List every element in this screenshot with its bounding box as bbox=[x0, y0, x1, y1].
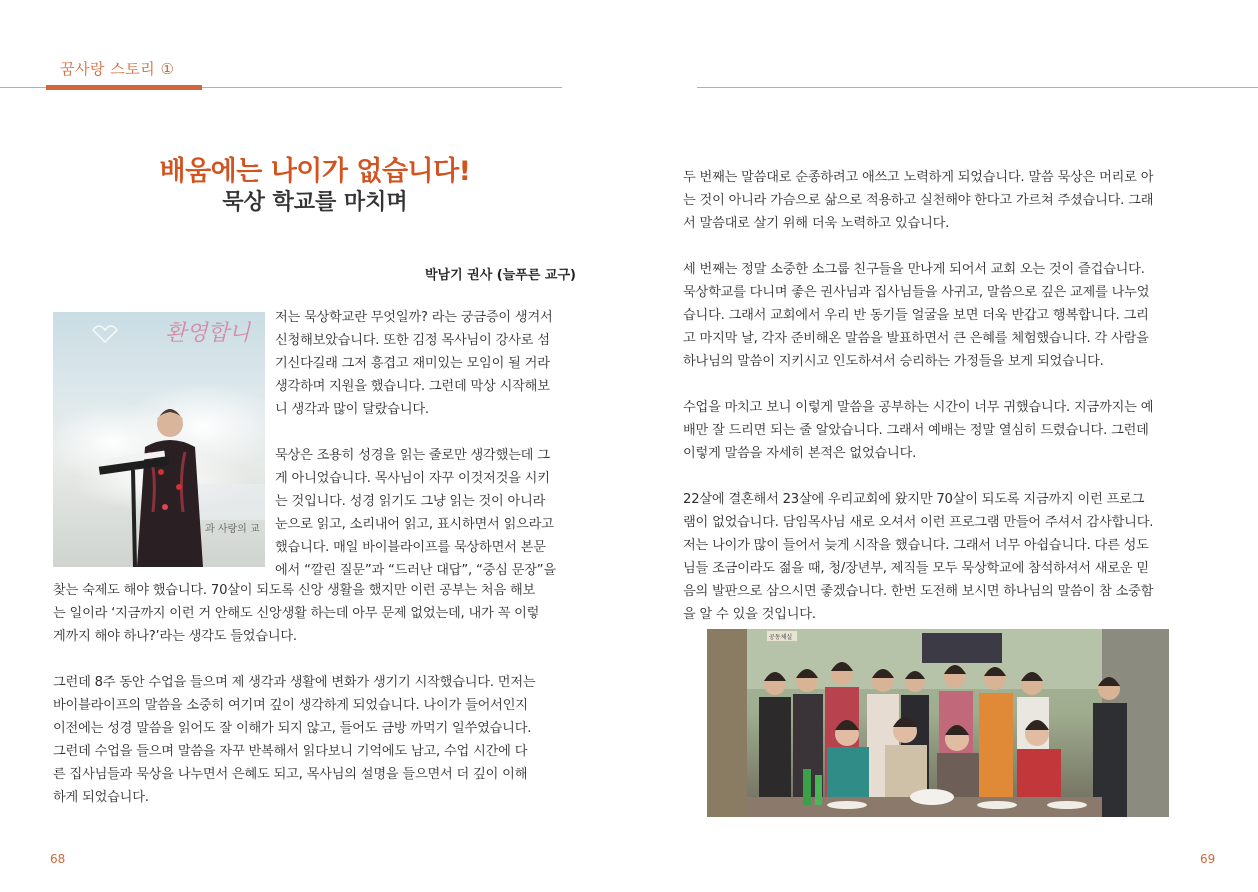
text-line: 그런데 수업을 들으며 말씀을 자꾸 반복해서 읽다보니 기억에도 남고, 수업 시간에 다 bbox=[53, 744, 528, 759]
paragraph bbox=[683, 396, 1198, 465]
text-line: 른 집사님들과 묵상을 나누면서 은혜도 되고, 목사님의 설명을 들으면서 더 깊이 이해 bbox=[53, 767, 528, 782]
text-line: 게까지 해야 하나?’라는 생각도 들었습니다. bbox=[53, 629, 297, 644]
text-line: 생각하며 지원을 했습니다. 그런데 막상 시작해보 bbox=[275, 379, 550, 394]
text-line: 하게 되었습니다. bbox=[53, 790, 149, 805]
door-sign-text: 공동체실 bbox=[769, 634, 793, 641]
text-line: 기신다길래 그저 흥겹고 재미있는 모임이 될 거라 bbox=[275, 356, 550, 371]
text-line: 니 생각과 많이 달랐습니다. bbox=[275, 402, 429, 417]
text-line: 램이 없었습니다. 담임목사님 새로 오셔서 이런 프로그램 만들어 주셔서 감사합니다. bbox=[683, 515, 1154, 530]
text-line: 서 말씀대로 살기 위해 더욱 노력하고 있습니다. bbox=[683, 216, 950, 231]
text-line: 바이블라이프의 말씀을 소중히 여기며 깊이 생각하게 되었습니다. 나이가 들어서인지 bbox=[53, 698, 528, 713]
paragraph bbox=[683, 258, 1198, 373]
text-line: 세 번째는 정말 소중한 소그룹 친구들을 만나게 되어서 교회 오는 것이 즐겁습니다. bbox=[683, 262, 1145, 277]
page-number-left: 68 bbox=[50, 852, 66, 866]
text-line: 저는 나이가 많이 들어서 늦게 시작을 했습니다. 그래서 너무 아쉽습니다. 다른 성도 bbox=[683, 538, 1149, 553]
text-line: 는 일이라 ‘지금까지 이런 거 안해도 신앙생활 하는데 아무 문제 없었는데, 내가 꼭 이렇 bbox=[53, 606, 540, 621]
text-line: 고 마지막 날, 각자 준비해온 말씀을 발표하면서 큰 은혜를 체험했습니다. 각 사람을 bbox=[683, 331, 1149, 346]
paragraph bbox=[53, 579, 578, 648]
text-line: 했습니다. 매일 바이블라이프를 묵상하면서 본문 bbox=[275, 540, 546, 555]
text-line: 묵상은 조용히 성경을 읽는 줄로만 생각했는데 그 bbox=[275, 448, 550, 463]
text-line: 배만 잘 드리면 되는 줄 알았습니다. 그래서 예배는 정말 열심히 드렸습니다. 그런데 bbox=[683, 423, 1149, 438]
right-body-column bbox=[683, 166, 1198, 649]
text-line: 신청해보았습니다. 또한 김정 목사님이 강사로 섬 bbox=[275, 333, 550, 348]
article-subtitle: 묵상 학교를 마치며 bbox=[222, 190, 408, 215]
text-line: 22살에 결혼해서 23살에 우리교회에 왔지만 70살이 되도록 지금까지 이런 프로그 bbox=[683, 492, 1145, 507]
banner-text: 환영합니 bbox=[165, 321, 251, 346]
lectern-photo bbox=[53, 312, 265, 567]
text-line: 눈으로 읽고, 소리내어 읽고, 표시하면서 읽으라고 bbox=[275, 517, 554, 532]
text-line: 하나님의 말씀이 지키시고 인도하셔서 승리하는 가정들을 보게 되었습니다. bbox=[683, 354, 1104, 369]
section-label: 꿈사랑 스토리 ① bbox=[60, 60, 175, 78]
paragraph bbox=[683, 166, 1198, 235]
page-number-right: 69 bbox=[1200, 852, 1216, 866]
text-line: 습니다. 그래서 교회에서 우리 반 동기들 얼굴을 보면 더욱 반갑고 행복합니다. 그리 bbox=[683, 308, 1149, 323]
header-rule-right bbox=[697, 87, 1258, 88]
text-line: 이렇게 말씀을 자세히 본적은 없었습니다. bbox=[683, 446, 917, 461]
text-line: 게 아니었습니다. 목사님이 자꾸 이것저것을 시키 bbox=[275, 471, 550, 486]
text-line: 저는 묵상학교란 무엇일까? 라는 궁금증이 생겨서 bbox=[275, 310, 553, 325]
paragraph bbox=[683, 488, 1198, 626]
text-line: 두 번째는 말씀대로 순종하려고 애쓰고 노력하게 되었습니다. 말씀 묵상은 머리로 아 bbox=[683, 170, 1154, 185]
text-line: 찾는 숙제도 해야 했습니다. 70살이 되도록 신앙 생활을 했지만 이런 공부는 처음 해보 bbox=[53, 583, 536, 598]
text-line: 님들 조금이라도 젊을 때, 청/장년부, 제직들 모두 묵상학교에 참석하셔서 새로운 믿 bbox=[683, 561, 1149, 576]
paragraph bbox=[275, 444, 580, 582]
article-title: 배움에는 나이가 없습니다! bbox=[159, 156, 471, 187]
text-line: 이전에는 성경 말씀을 읽어도 잘 이해가 되지 않고, 들어도 금방 까먹기 일쑤였습니다. bbox=[53, 721, 532, 736]
lectern-photo-illustration bbox=[53, 312, 265, 567]
text-line: 묵상학교를 다니며 좋은 권사님과 집사님들을 사귀고, 말씀으로 깊은 교제를 나누었 bbox=[683, 285, 1150, 300]
group-photo-illustration bbox=[707, 629, 1169, 817]
text-line: 수업을 마치고 보니 이렇게 말씀을 공부하는 시간이 너무 귀했습니다. 지금까지는 예 bbox=[683, 400, 1154, 415]
text-line: 는 것입니다. 성경 읽기도 그냥 읽는 것이 아니라 bbox=[275, 494, 546, 509]
text-line: 음의 발판으로 삼으시면 좋겠습니다. 한번 도전해 보시면 하나님의 말씀이 참 소중함 bbox=[683, 584, 1154, 599]
header-rule-accent bbox=[46, 85, 202, 90]
banner-sign-text: 과 사랑의 교 bbox=[205, 524, 260, 535]
intro-text-column bbox=[275, 306, 580, 605]
group-photo bbox=[707, 629, 1169, 817]
paragraph bbox=[275, 306, 580, 421]
text-line: 그런데 8주 동안 수업을 들으며 제 생각과 생활에 변화가 생기기 시작했습니다. 먼저는 bbox=[53, 675, 536, 690]
paragraph bbox=[53, 671, 578, 809]
left-body-column bbox=[53, 579, 578, 832]
text-line: 는 것이 아니라 가슴으로 삶으로 적용하고 실천해야 한다고 가르쳐 주셨습니다. 그래 bbox=[683, 193, 1154, 208]
article-author: 박남기 권사 (늘푸른 교구) bbox=[424, 268, 576, 283]
text-line: 에서 “깔린 질문”과 “드러난 대답”, “중심 문장”을 bbox=[275, 563, 556, 578]
text-line: 을 알 수 있을 것입니다. bbox=[683, 607, 816, 622]
